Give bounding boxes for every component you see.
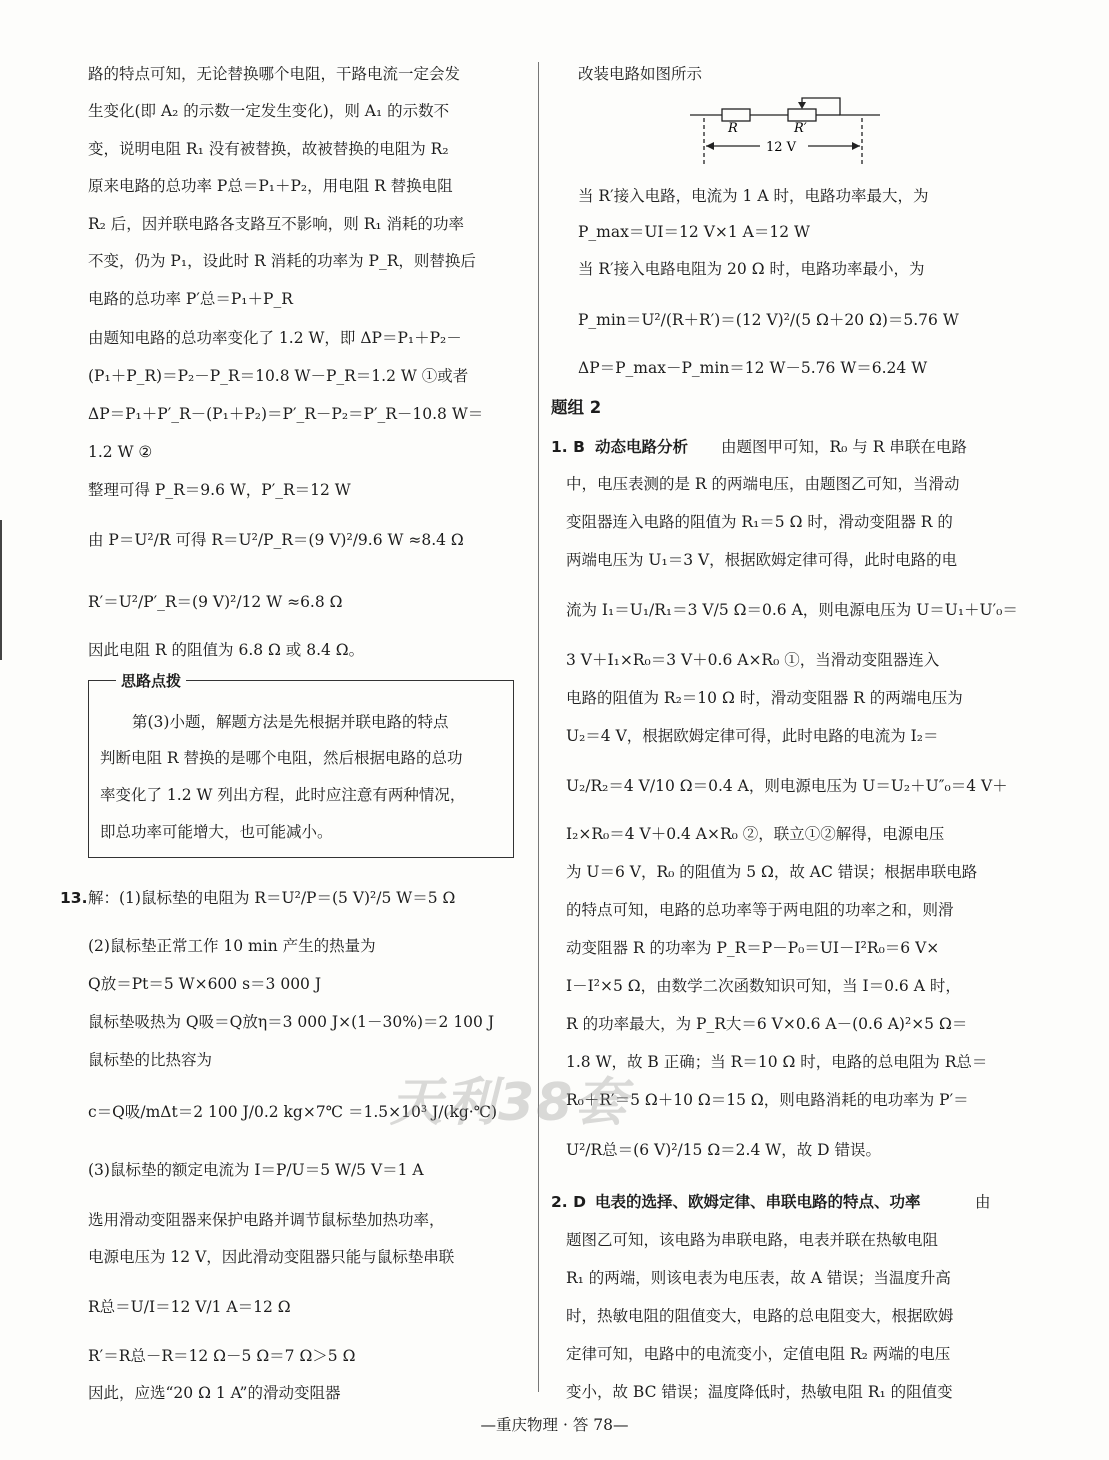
- formula-line: 流为 I₁＝U₁/R₁＝3 V/5 Ω＝0.6 A，则电源电压为 U＝U₁＋U′₀＝: [566, 601, 1018, 619]
- answer-line: I₂×R₀＝4 V＋0.4 A×R₀ ②，联立①②解得，电源电压: [566, 825, 945, 843]
- answer-line: R′＝R总－R＝12 Ω－5 Ω＝7 Ω＞5 Ω: [88, 1347, 356, 1365]
- text-line: R₂ 后，因并联电路各支路互不影响，则 R₁ 消耗的功率: [88, 215, 465, 233]
- formula-line: 由 P＝U²/R 可得 R＝U²/P_R＝(9 V)²/9.6 W ≈8.4 Ω: [88, 531, 464, 549]
- answer-line: 解：(1)鼠标垫的电阻为 R＝U²/P＝(5 V)²/5 W＝5 Ω: [88, 889, 456, 907]
- figure-caption: 改装电路如图所示: [578, 65, 703, 83]
- text-line: ΔP＝P₁＋P′_R－(P₁＋P₂)＝P′_R－P₂＝P′_R－10.8 W＝: [88, 405, 484, 423]
- formula-line: R总＝U/I＝12 V/1 A＝12 Ω: [88, 1298, 291, 1316]
- watermark: [390, 1060, 628, 1135]
- answer-line: 题图乙可知，该电路为串联电路，电表并联在热敏电阻: [566, 1231, 939, 1249]
- rheostat-rp: [788, 109, 816, 121]
- tip-line: 率变化了 1.2 W 列出方程，此时应注意有两种情况，: [100, 786, 466, 804]
- rheostat-label: R′: [794, 121, 807, 136]
- text-line: 当 R′接入电路电阻为 20 Ω 时，电路功率最小，为: [578, 260, 925, 278]
- answer-line: 电源电压为 12 V，因此滑动变阻器只能与鼠标垫串联: [88, 1248, 455, 1266]
- answer-line: 时，热敏电阻的阻值变大，电路的总电阻变大，根据欧姆: [566, 1307, 954, 1325]
- text-line: 电路的总功率 P′总＝P₁＋P_R: [88, 290, 293, 308]
- answer-line: 动变阻器 R 的功率为 P_R＝P－P₀＝UI－I²R₀＝6 V×: [566, 939, 940, 957]
- answer-line: (2)鼠标垫正常工作 10 min 产生的热量为: [88, 937, 376, 955]
- answer-line: R 的功率最大，为 P_R大＝6 V×0.6 A－(0.6 A)²×5 Ω＝: [566, 1015, 968, 1033]
- text-line: 因此电阻 R 的阻值为 6.8 Ω 或 8.4 Ω。: [88, 641, 365, 659]
- answer-line: 鼠标垫的比热容为: [88, 1051, 213, 1069]
- formula-line: (3)鼠标垫的额定电流为 I＝P/U＝5 W/5 V＝1 A: [88, 1161, 424, 1179]
- answer-line: 变阻器连入电路的阻值为 R₁＝5 Ω 时，滑动变阻器 R 的: [566, 513, 953, 531]
- text-line: 1.2 W ②: [88, 443, 153, 461]
- text-line: 当 R′接入电路，电流为 1 A 时，电路功率最大，为: [578, 187, 929, 205]
- answer-line: 因此，应选“20 Ω 1 A”的滑动变阻器: [88, 1384, 341, 1402]
- text-line: (P₁＋P_R)＝P₂－P_R＝10.8 W－P_R＝1.2 W ①或者: [88, 367, 469, 385]
- answer-label: 2. D: [551, 1193, 586, 1211]
- answer-line: 两端电压为 U₁＝3 V，根据欧姆定律可得，此时电路的电: [566, 551, 958, 569]
- formula-line: ΔP＝P_max－P_min＝12 W－5.76 W＝6.24 W: [578, 359, 928, 377]
- watermark-text: 天利38套: [390, 1073, 629, 1133]
- answer-line: 选用滑动变阻器来保护电路并调节鼠标垫加热功率，: [88, 1211, 445, 1229]
- answer-line: 1.8 W，故 B 正确；当 R＝10 Ω 时，电路的总电阻为 R总＝: [566, 1053, 988, 1071]
- tip-line: 即总功率可能增大，也可能减小。: [100, 823, 333, 841]
- formula-line: U²/R总＝(6 V)²/15 Ω＝2.4 W，故 D 错误。: [566, 1141, 881, 1159]
- answer-line: R₀＋R′＝5 Ω＋10 Ω＝15 Ω，则电路消耗的电功率为 P′＝: [566, 1091, 969, 1109]
- text-line: 生变化(即 A₂ 的示数一定发生变化)，则 A₁ 的示数不: [88, 102, 450, 120]
- answer-line: 鼠标垫吸热为 Q吸＝Q放η＝3 000 J×(1－30%)＝2 100 J: [88, 1013, 495, 1031]
- answer-line: 由题图甲可知，R₀ 与 R 串联在电路: [721, 438, 967, 456]
- tip-line: 判断电阻 R 替换的是哪个电阻，然后根据电路的总功: [100, 749, 463, 767]
- tip-title: 思路点拨: [116, 670, 186, 691]
- answer-line: I－I²×5 Ω，由数学二次函数知识可知，当 I＝0.6 A 时，: [566, 977, 961, 995]
- text-line: 由题知电路的总功率变化了 1.2 W，即 ΔP＝P₁＋P₂－: [88, 329, 462, 347]
- question-number: 13.: [60, 889, 88, 907]
- tip-line: 第(3)小题，解题方法是先根据并联电路的特点: [132, 713, 449, 731]
- formula-line: c＝Q吸/mΔt＝2 100 J/0.2 kg×7℃ ＝1.5×10³ J/(kg·℃): [88, 1103, 498, 1121]
- text-line: 路的特点可知，无论替换哪个电阻，干路电流一定会发: [88, 65, 461, 83]
- formula-line: P_min＝U²/(R＋R′)＝(12 V)²/(5 Ω＋20 Ω)＝5.76 W: [578, 311, 959, 329]
- answer-line: 电路的阻值为 R₂＝10 Ω 时，滑动变阻器 R 的两端电压为: [566, 689, 963, 707]
- text-line: 原来电路的总功率 P总＝P₁＋P₂，用电阻 R 替换电阻: [88, 177, 453, 195]
- circuit-diagram: [680, 90, 890, 170]
- answer-line: Q放＝Pt＝5 W×600 s＝3 000 J: [88, 975, 322, 993]
- resistor-label: R: [728, 121, 738, 136]
- voltage-label: 12 V: [766, 140, 797, 155]
- answer-line: 为 U＝6 V，R₀ 的阻值为 5 Ω，故 AC 错误；根据串联电路: [566, 863, 978, 881]
- answer-line: 由: [975, 1193, 991, 1211]
- answer-line: R₁ 的两端，则该电表为电压表，故 A 错误；当温度升高: [566, 1269, 951, 1287]
- answer-line: 中，电压表测的是 R 的两端电压，由题图乙可知，当滑动: [566, 475, 960, 493]
- resistor-r: [722, 109, 750, 121]
- answer-line: U₂＝4 V，根据欧姆定律可得，此时电路的电流为 I₂＝: [566, 727, 939, 745]
- answer-label: 1. B: [551, 438, 585, 456]
- page-footer: —重庆物理 · 答 78—: [480, 1416, 629, 1434]
- answer-line: 定律可知，电路中的电流变小，定值电阻 R₂ 两端的电压: [566, 1345, 951, 1363]
- margin-bar: [0, 520, 2, 660]
- text-line: 不变，仍为 P₁，设此时 R 消耗的功率为 P_R，则替换后: [88, 252, 476, 270]
- topic-label: 电表的选择、欧姆定律、串联电路的特点、功率: [595, 1193, 921, 1211]
- answer-line: 3 V＋I₁×R₀＝3 V＋0.6 A×R₀ ①，当滑动变阻器连入: [566, 651, 940, 669]
- formula-line: P_max＝UI＝12 V×1 A＝12 W: [578, 223, 810, 241]
- answer-line: 变小，故 BC 错误；温度降低时，热敏电阻 R₁ 的阻值变: [566, 1383, 953, 1401]
- text-line: 整理可得 P_R＝9.6 W，P′_R＝12 W: [88, 481, 351, 499]
- formula-line: U₂/R₂＝4 V/10 Ω＝0.4 A，则电源电压为 U＝U₂＋U″₀＝4 V＋: [566, 777, 1008, 795]
- formula-line: R′＝U²/P′_R＝(9 V)²/12 W ≈6.8 Ω: [88, 593, 343, 611]
- column-divider: [538, 62, 539, 1392]
- text-line: 变，说明电阻 R₁ 没有被替换，故被替换的电阻为 R₂: [88, 140, 449, 158]
- topic-label: 动态电路分析: [595, 438, 689, 456]
- group-title: 题组 2: [551, 398, 602, 417]
- answer-line: 的特点可知，电路的总功率等于两电阻的功率之和，则滑: [566, 901, 954, 919]
